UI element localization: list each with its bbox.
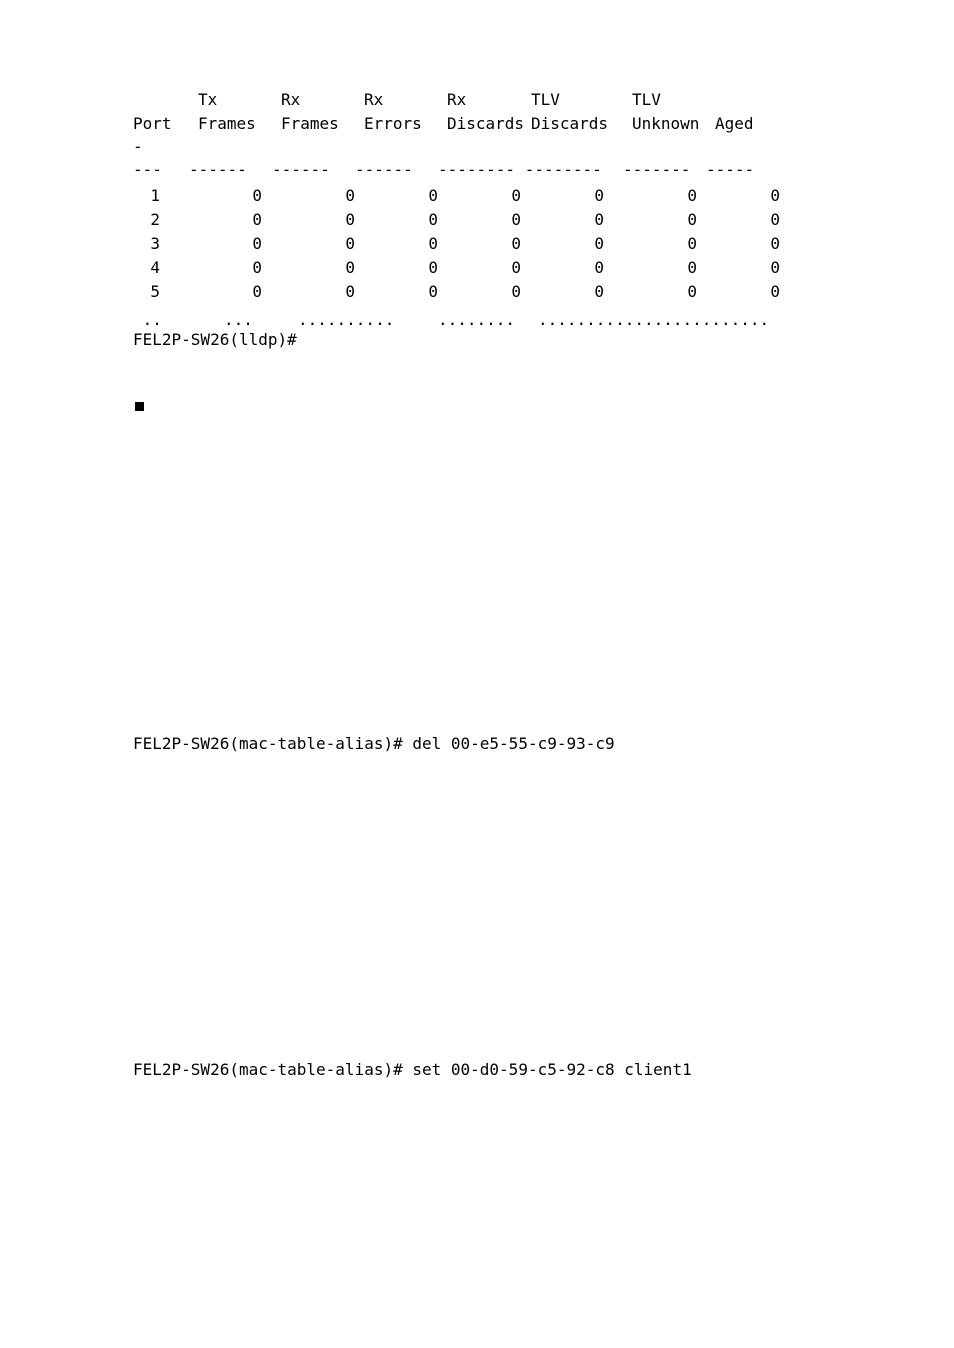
- header-rx-3: Rx: [447, 90, 467, 109]
- header-tlv-1: TLV: [531, 90, 560, 109]
- ellipsis-5: ........................: [538, 310, 770, 329]
- header-rx-errors: Errors: [364, 114, 422, 133]
- lldp-prompt: FEL2P-SW26(lldp)#: [133, 330, 297, 349]
- dash-discards: -------- --------: [438, 160, 602, 179]
- stat-cell: 0: [428, 234, 438, 253]
- header-rx-2: Rx: [364, 90, 384, 109]
- ellipsis-1: ..: [133, 310, 162, 329]
- dash-rx-frames: ------: [272, 160, 330, 179]
- stat-cell: 0: [428, 186, 438, 205]
- header-tlv-discards: Discards: [531, 114, 609, 133]
- stat-cell: 0: [594, 186, 604, 205]
- header-tx: Tx: [198, 90, 218, 109]
- stat-cell: 0: [770, 186, 780, 205]
- stat-cell: 0: [252, 234, 262, 253]
- stat-cell: 0: [770, 282, 780, 301]
- stat-cell: 0: [428, 282, 438, 301]
- header-tlv-unknown: Unknown: [632, 114, 700, 133]
- stat-cell: 0: [428, 210, 438, 229]
- ellipsis-4: ........: [438, 310, 516, 329]
- dash-tlv-unknown: -------: [623, 160, 691, 179]
- header-port: Port: [133, 114, 172, 133]
- stat-cell: 0: [687, 210, 697, 229]
- stat-cell: 0: [511, 234, 521, 253]
- stat-cell: 0: [345, 258, 355, 277]
- stat-cell: 0: [511, 210, 521, 229]
- dash-wrap: -: [133, 137, 143, 156]
- stat-cell: 0: [345, 210, 355, 229]
- stat-cell: 0: [687, 234, 697, 253]
- dash-aged: -----: [706, 160, 755, 179]
- header-aged: Aged: [715, 114, 754, 133]
- header-rx-discards: Discards: [447, 114, 525, 133]
- stat-cell: 0: [252, 282, 262, 301]
- header-rx-frames: Frames: [281, 114, 339, 133]
- stat-cell: 0: [511, 186, 521, 205]
- stat-cell: 0: [687, 186, 697, 205]
- bullet-icon: [135, 402, 144, 411]
- stat-cell: 0: [252, 210, 262, 229]
- stat-cell: 0: [252, 258, 262, 277]
- stat-cell: 0: [770, 258, 780, 277]
- set-command: FEL2P-SW26(mac-table-alias)# set 00-d0-59-c5-92-c8 client1: [133, 1060, 692, 1079]
- port-cell: 1: [150, 186, 160, 205]
- port-cell: 4: [150, 258, 160, 277]
- stat-cell: 0: [687, 282, 697, 301]
- del-command: FEL2P-SW26(mac-table-alias)# del 00-e5-55-c9-93-c9: [133, 734, 615, 753]
- stat-cell: 0: [594, 234, 604, 253]
- stat-cell: 0: [345, 186, 355, 205]
- stat-cell: 0: [770, 210, 780, 229]
- stat-cell: 0: [252, 186, 262, 205]
- ellipsis-3: ..........: [298, 310, 395, 329]
- stat-cell: 0: [511, 282, 521, 301]
- stat-cell: 0: [594, 258, 604, 277]
- stat-cell: 0: [770, 234, 780, 253]
- stat-cell: 0: [594, 210, 604, 229]
- stat-cell: 0: [687, 258, 697, 277]
- header-tx-frames: Frames: [198, 114, 256, 133]
- header-tlv-2: TLV: [632, 90, 661, 109]
- stat-cell: 0: [594, 282, 604, 301]
- dash-rx-errors: ------: [355, 160, 413, 179]
- dash-port: ---: [133, 160, 162, 179]
- header-rx-1: Rx: [281, 90, 301, 109]
- stat-cell: 0: [345, 282, 355, 301]
- stat-cell: 0: [345, 234, 355, 253]
- dash-tx-frames: ------: [189, 160, 247, 179]
- port-cell: 2: [150, 210, 160, 229]
- ellipsis-2: ...: [224, 310, 253, 329]
- port-cell: 5: [150, 282, 160, 301]
- port-cell: 3: [150, 234, 160, 253]
- stat-cell: 0: [428, 258, 438, 277]
- stat-cell: 0: [511, 258, 521, 277]
